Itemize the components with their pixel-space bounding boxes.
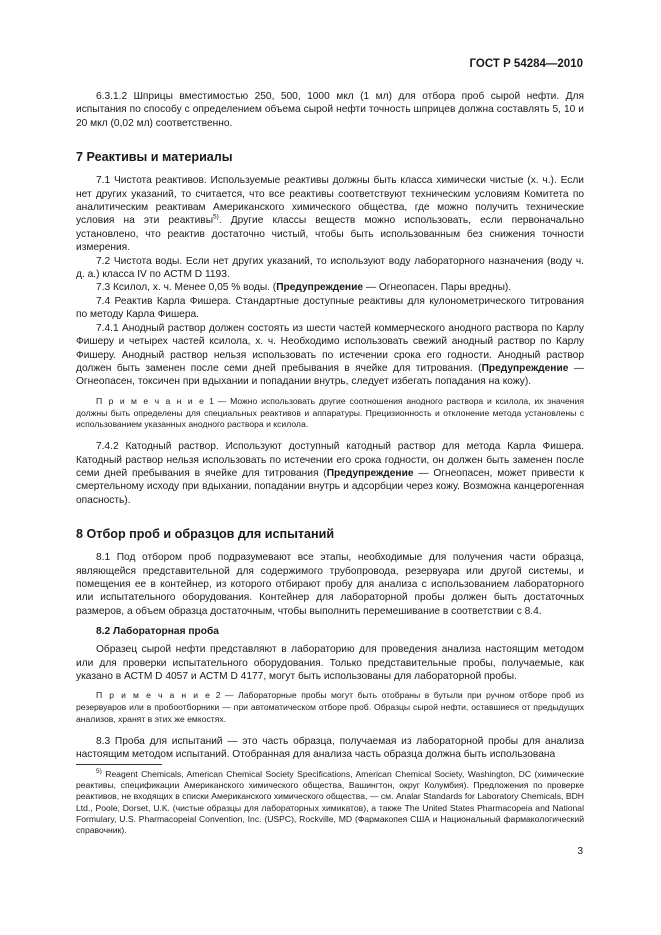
paragraph-7-4-2-text-b: — Огнеопасен, может привести к смертельному исходу при вдыхании, попадании внутрь и адсорбции через кожу. Возможна канцерогенная опасность). — [76, 467, 584, 506]
paragraph-7-4: 7.4 Реактив Карла Фишера. Стандартные доступные реактивы для кулонометрического титрования по методу Карла Фишера. — [76, 295, 584, 321]
footnote-marker: 5) — [96, 768, 102, 776]
footnote-ref: 5) — [213, 214, 219, 222]
paragraph-7-3-text-b: — Огнеопасен. Пары вредны). — [363, 282, 512, 294]
paragraph-6-3-1-2: 6.3.1.2 Шприцы вместимостью 250, 500, 1000 мкл (1 мл) для отбора проб сырой нефти. Для испытания по способу с определением объема сырой нефти точность шприцев должна составлять 5, 10 и 20 мкл (0,02 мл) соответственно. — [76, 91, 584, 129]
note-label: П р и м е ч а н и е — [96, 395, 206, 406]
paragraph-7-4-2 — [76, 440, 584, 507]
paragraph-7-3-text-a: 7.3 Ксилол, х. ч. Менее 0,05 % воды. ( — [96, 282, 277, 294]
footnote — [76, 769, 584, 836]
standard-header: ГОСТ Р 54284—2010 — [469, 58, 583, 70]
note-label: П р и м е ч а н и е — [96, 690, 212, 701]
note-2-text: 2 — Лабораторные пробы могут быть отобраны в бутыли при ручном отборе проб из резервуаров или в пробоотборники — при автоматическом отборе проб. Образцы сырой нефти, оставшиеся от предыдущих анализов, хранят в этих же емкостях. — [76, 690, 584, 724]
main-content — [76, 90, 584, 762]
footnote-text: Reagent Chemicals, American Chemical Society Specifications, American Chemical Society, Washington, DC (химические реактивы, спецификации Американского химического общества, Вашингтон, округ Колумбия). Предложения по проверке реактивов, не входящих в списки Американского химического общества, — см. Analar Standards for Laboratory Chemicals, BDH Ltd., Poole, Dorset, U.K. (чистые образцы для лабораторных химикатов), а также The United States Pharmacopeia and National Formulary, U.S. Pharmacopeial Convention, Inc. (USPC), Rockville, MD (Фармакопея США и Национальный фармакологический справочник). — [76, 769, 584, 836]
note-1-text: 1 — Можно использовать другие соотношения анодного раствора и ксилола, их значения должны быть определены для специальных реактивов и аппаратуры. Прецизионность и отклонение метода установлены с использованием указанных анодного раствора и ксилола. — [76, 395, 585, 430]
note-1 — [76, 396, 584, 431]
paragraph-8-1: 8.1 Под отбором проб подразумевают все этапы, необходимые для получения части образца, являющейся представительной для содержимого трубопровода, резервуара или другой системы, и помещения ее в контейнер, из которого отбирают пробу для анализа с использованием лабораторного или испытательного оборудования. Контейнер для лабораторной пробы должен быть достаточных размеров, а объем образца достаточным, чтобы выполнить перемешивание в соответствии с 8.4. — [76, 552, 584, 617]
section-7-title: 7 Реактивы и материалы — [76, 150, 233, 165]
paragraph-7-1-text-b: . Другие классы веществ можно использовать, если первоначально установлено, что реактив достаточно чистый, чтобы быть использованным без снижения точности измерения. — [76, 215, 584, 254]
paragraph-7-4-1 — [76, 322, 584, 389]
warning-label: Предупреждение — [481, 362, 569, 374]
warning-label: Предупреждение — [276, 282, 364, 294]
section-8-title: 8 Отбор проб и образцов для испытаний — [76, 527, 335, 542]
paragraph-7-2: 7.2 Чистота воды. Если нет других указаний, то используют воду лабораторного назначения (воду ч. д. а.) класса IV по АСТМ D 1193. — [76, 255, 584, 281]
footnote-divider — [76, 764, 162, 765]
subsection-8-2-title: 8.2 Лабораторная проба — [96, 626, 219, 638]
paragraph-7-3 — [76, 281, 584, 294]
paragraph-7-4-1-text-b: — Огнеопасен, токсичен при вдыхании и попадании внутрь, следует избегать попадания на кожу). — [76, 362, 584, 388]
warning-label: Предупреждение — [326, 467, 414, 479]
paragraph-7-4-2-text-a: 7.4.2 Катодный раствор. Используют доступный катодный раствор для метода Карла Фишера. Катодный раствор нельзя использовать по истечении его срока годности, он должен быть заменен после семи дней пребывания в ячейке для титрования ( — [76, 441, 584, 479]
paragraph-7-1-text-a: 7.1 Чистота реактивов. Используемые реактивы должны быть класса химически чистые (х. ч.). Если нет других указаний, то считается, что все реактивы соответствуют техническим условиям Комитета по аналитическим реактивам Американского химического общества, где можно получить технические условия на эти реактивы — [76, 175, 584, 227]
page-number: 3 — [577, 846, 583, 857]
paragraph-8-3: 8.3 Проба для испытаний — это часть образца, получаемая из лабораторной пробы для анализа настоящим методом испытаний. Отобранная для анализа часть образца должна быть использована — [76, 735, 584, 761]
paragraph-7-4-1-text-a: 7.4.1 Анодный раствор должен состоять из шести частей коммерческого анодного раствора по Карлу Фишеру и четырех частей ксилола, х. ч. Необходимо использовать свежий анодный раствор по Карлу Фишеру. Анодный раствор нельзя использовать по истечении срока его годности. Анодный раствор должен быть заменен после семи дней пребывания в ячейке для титрования. ( — [76, 322, 584, 374]
paragraph-8-2: Образец сырой нефти представляют в лабораторию для проведения анализа настоящим методом или для проверки испытательного оборудования. Только представительные пробы, получаемые, как указано в АСТМ D 4057 и АСТМ D 4177, могут быть использованы для лабораторной пробы. — [76, 644, 584, 682]
note-2 — [76, 690, 584, 725]
paragraph-7-1 — [76, 174, 584, 254]
